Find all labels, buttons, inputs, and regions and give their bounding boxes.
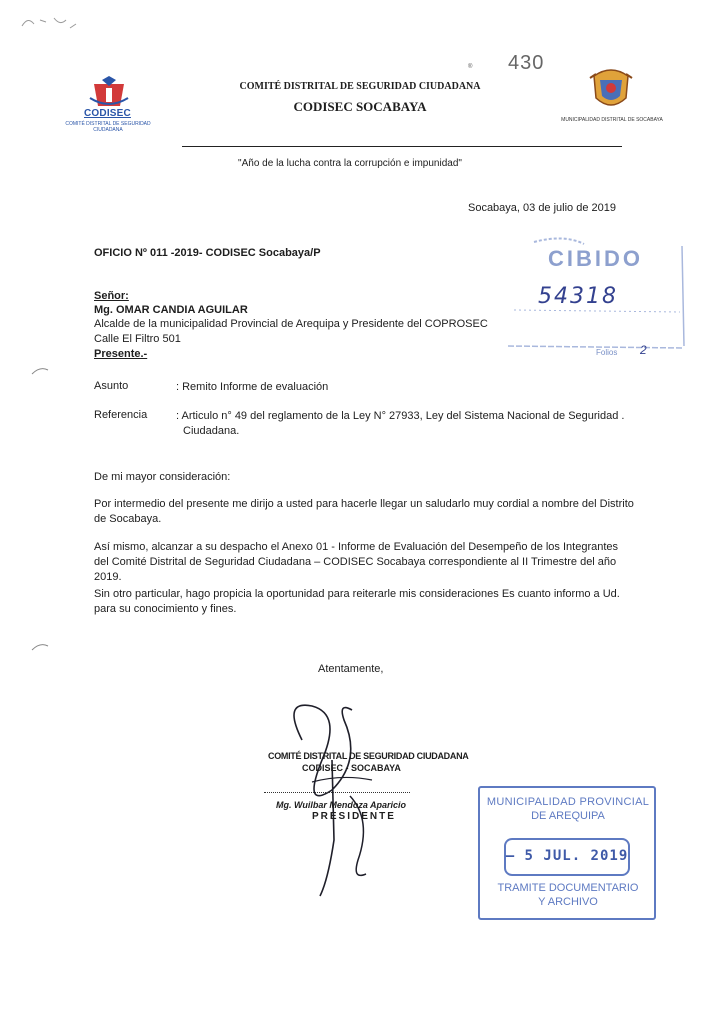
year-motto: "Año de la lucha contra la corrupción e impunidad": [238, 158, 462, 169]
signature-line: [264, 792, 410, 793]
signatory-role: PRESIDENTE: [312, 811, 396, 822]
municipal-stamp-line2: DE AREQUIPA: [531, 810, 605, 822]
codisec-logo-label: CODISEC: [84, 108, 131, 119]
header-rule: [182, 146, 622, 147]
dateline: Socabaya, 03 de julio de 2019: [467, 202, 616, 214]
received-stamp-word: CIBIDO: [548, 246, 643, 271]
reference-label: Referencia: [94, 409, 148, 421]
margin-mark: [30, 366, 50, 376]
codisec-logo-subtitle: COMITÉ DISTRITAL DE SEGURIDAD CIUDADANA: [65, 121, 151, 133]
municipal-stamp-line3: TRAMITE DOCUMENTARIO: [497, 882, 639, 894]
corner-scribble: [20, 12, 80, 36]
subject-label: Asunto: [94, 380, 129, 392]
municipal-crest-icon: [586, 66, 636, 112]
closing: Atentamente,: [318, 663, 384, 675]
reference-value-line1: : Articulo n° 49 del reglamento de la Ley N° 27933, Ley del Sistema Nacional de Seguridad .: [176, 410, 625, 422]
signature-stamp-line1: COMITÉ DISTRITAL DE SEGURIDAD CIUDADANA: [268, 751, 469, 761]
margin-mark: [30, 642, 50, 652]
reference-code: OFICIO Nº 011 -2019- CODISEC Socabaya/P: [94, 247, 321, 259]
received-stamp-folio-label: Folios: [596, 348, 618, 357]
salutation: Señor:: [94, 290, 129, 302]
handwritten-number: 430: [508, 52, 545, 74]
signature-stamp-line2: CODISEC - SOCABAYA: [302, 763, 401, 773]
municipal-stamp-line1: MUNICIPALIDAD PROVINCIAL: [486, 796, 650, 808]
municipal-stamp-line4: Y ARCHIVO: [538, 896, 598, 908]
body-paragraph-1: Por intermedio del presente me dirijo a usted para hacerle llegar un saludarlo muy cordial a nombre del Distrito de Socabaya.: [94, 498, 634, 525]
reference-value-line2: Ciudadana.: [183, 425, 240, 437]
addressee-name: Mg. OMAR CANDIA AGUILAR: [94, 304, 248, 316]
municipal-stamp-date: – 5 JUL. 2019: [505, 848, 629, 864]
registered-mark: ®: [468, 64, 473, 70]
org-line: COMITÉ DISTRITAL DE SEGURIDAD CIUDADANA: [239, 81, 481, 92]
received-stamp-number: 54318: [538, 284, 618, 309]
body-paragraph-2: Así mismo, alcanzar a su despacho el Anexo 01 - Informe de Evaluación del Desempeño de los Integrantes del Comité Distrital de Seguridad Ciudadana – CODISEC Socabaya correspondiente al II Trimestre del año 2019.: [94, 541, 619, 583]
presente: Presente.-: [94, 348, 148, 360]
signatory-name: Mg. Wuilbar Mendoza Aparicio: [276, 800, 407, 810]
body-paragraph-3: Sin otro particular, hago propicia la oportunidad para reiterarle mis consideraciones Es cuanto informo a Ud. para su conocimiento y fines.: [94, 588, 620, 615]
addressee-title: Alcalde de la municipalidad Provincial de Arequipa y Presidente del COPROSEC: [94, 318, 488, 330]
greeting: De mi mayor consideración:: [94, 471, 231, 483]
municipal-crest-subtitle: MUNICIPALIDAD DISTRITAL DE SOCABAYA: [561, 117, 663, 123]
addressee-address: Calle El Filtro 501: [94, 333, 181, 345]
received-stamp-folio-value: 2: [640, 343, 647, 357]
subject-value: : Remito Informe de evaluación: [176, 381, 329, 393]
org-name: CODISEC SOCABAYA: [293, 99, 427, 114]
